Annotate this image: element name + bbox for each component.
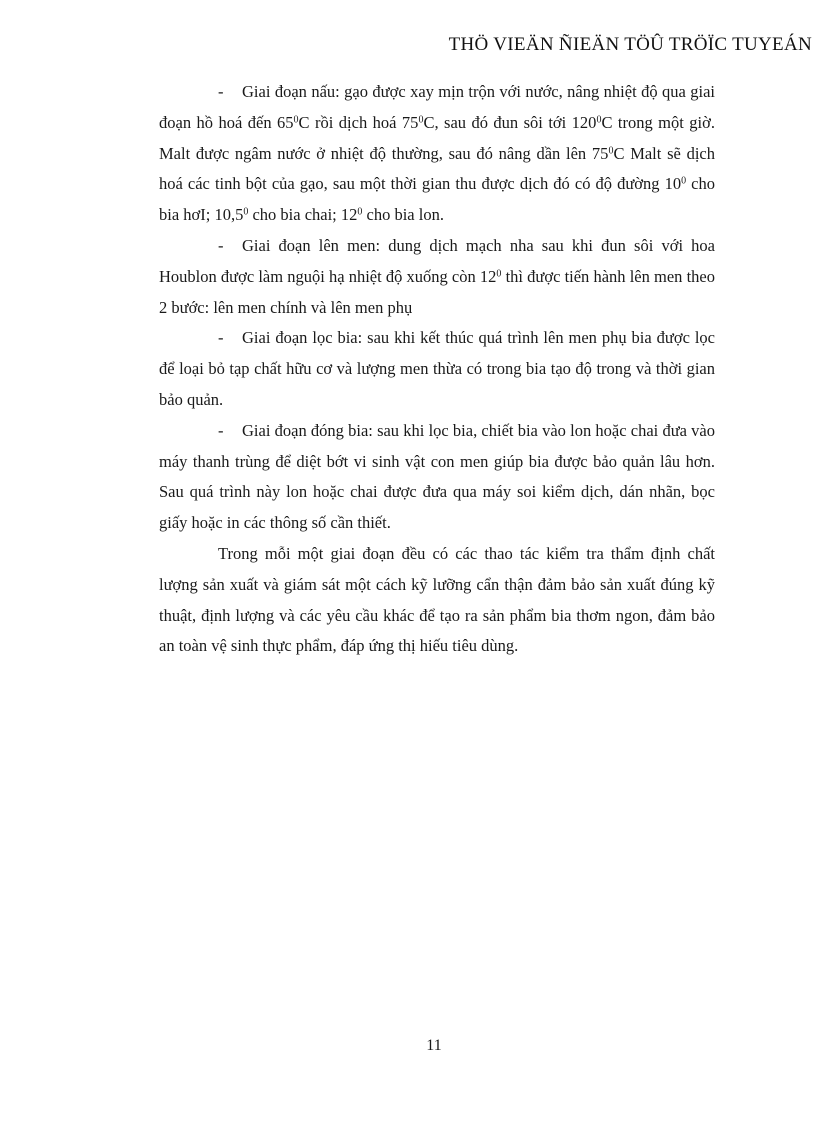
degree-superscript: 0 xyxy=(243,206,249,218)
bullet-dash: - xyxy=(218,420,224,440)
paragraph-text: C, sau đó đun sôi tới 120 xyxy=(423,112,597,132)
paragraph-text: Giai đoạn nấu: gạo được xay mịn trộn với nước, nâng nhiệt độ qua giai đoạn hồ hoá đến 65 xyxy=(159,82,715,132)
bullet-dash: - xyxy=(218,82,224,101)
degree-superscript: 0 xyxy=(596,114,602,126)
paragraph-text: thì được tiến hành lên men theo 2 bước: lên men chính và lên men phụ xyxy=(159,266,715,317)
paragraph-text: C trong một giờ. Malt được ngâm nước ở nhiệt độ thường, sau đó nâng dần lên 75 xyxy=(159,112,715,163)
degree-superscript: 0 xyxy=(608,145,614,157)
paragraph-text: Giai đoạn lên men: dung dịch mạch nha sau khi đun sôi với hoa Houblon được làm nguội hạ nhiệt độ xuống còn 12 xyxy=(159,235,715,286)
page-number: 11 xyxy=(426,1037,442,1054)
bullet-dash: - xyxy=(218,235,224,255)
paragraph-text: cho bia chai; 12 xyxy=(248,205,358,225)
paragraph-text: C Malt sẽ dịch hoá các tinh bột của gạo, sau một thời gian thu được dịch đó có độ đường 10 xyxy=(159,143,716,194)
paragraph-text: C rồi dịch hoá 75 xyxy=(298,112,419,132)
paragraph-cooking-stage xyxy=(159,77,715,231)
paragraph-text: cho bia hơI; 10,5 xyxy=(159,174,715,225)
degree-superscript: 0 xyxy=(293,114,299,126)
paragraph-bottling-stage xyxy=(159,416,715,539)
degree-superscript: 0 xyxy=(681,175,687,187)
degree-superscript: 0 xyxy=(496,268,502,280)
paragraph-quality-control: Trong mỗi một giai đoạn đều có các thao tác kiểm tra thẩm định chất lượng sản xuất và giám sát một cách kỹ lưỡng cẩn thận đảm bảo sản xuất đúng kỹ thuật, định lượng và các yêu cầu khác để tạo ra sản phẩm bia thơm ngon, đảm bảo an toàn vệ sinh thực phẩm, đáp ứng thị hiếu tiêu dùng. xyxy=(159,543,715,656)
paragraph-text: cho bia lon. xyxy=(362,205,444,225)
degree-superscript: 0 xyxy=(418,114,424,126)
paragraph-text: Giai đoạn đóng bia: sau khi lọc bia, chiết bia vào lon hoặc chai đưa vào máy thanh trùng để diệt bớt vi sinh vật con men giúp bia được bảo quản lâu hơn. Sau quá trình này lon hoặc chai được đưa qua máy soi kiểm dịch, dán nhãn, bọc giấy hoặc in các thông số cần thiết. xyxy=(159,420,715,533)
paragraph-text: Giai đoạn lọc bia: sau khi kết thúc quá trình lên men phụ bia được lọc để loại bỏ tạp chất hữu cơ và lượng men thừa có trong bia tạo độ trong và thời gian bảo quản. xyxy=(159,328,715,409)
paragraph-fermentation-stage xyxy=(159,231,715,323)
document-body xyxy=(159,77,715,662)
degree-superscript: 0 xyxy=(357,206,363,218)
bullet-dash: - xyxy=(218,328,224,348)
page-header-title: THÖ VIEÄN ÑIEÄN TÖÛ TRÖÏC TUYEÁN xyxy=(448,34,812,55)
paragraph-filtering-stage xyxy=(159,323,715,415)
